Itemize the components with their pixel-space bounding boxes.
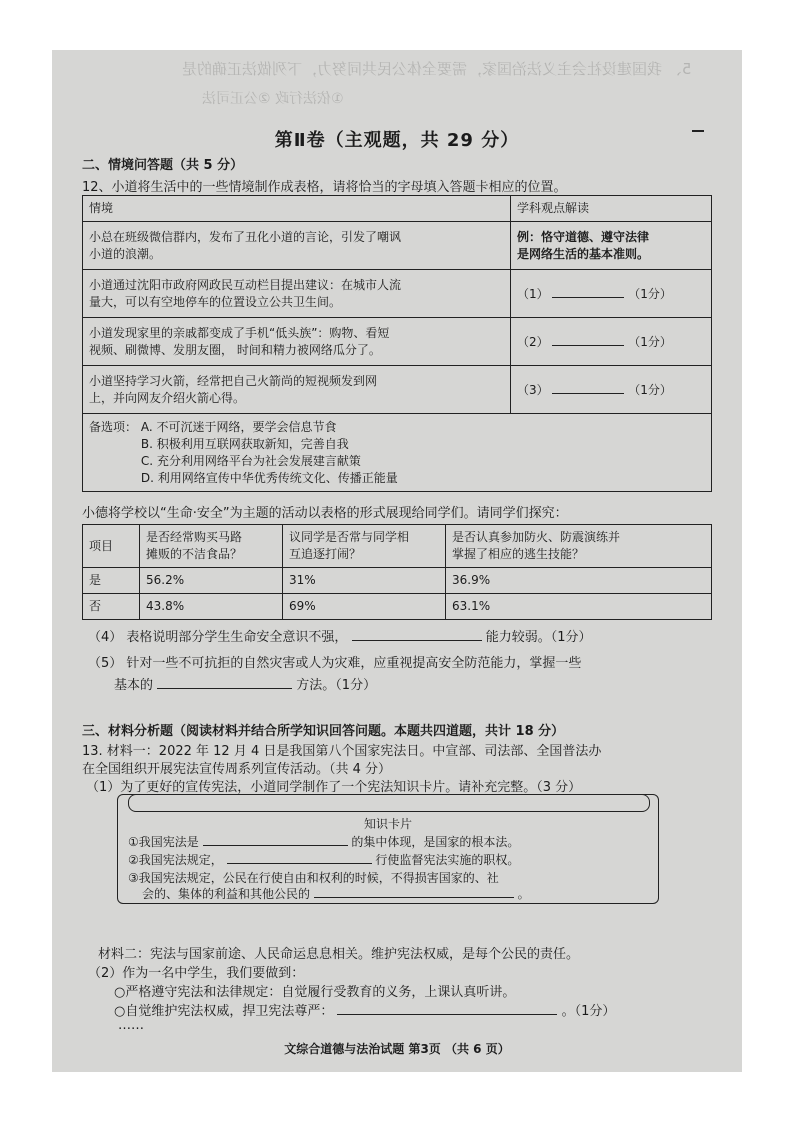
bleed-through-text: ①依法行政 ②公正司法 [202, 91, 344, 107]
survey-cell: 56.2% [140, 568, 283, 594]
q13-material1: 13. 材料一：2022 年 12 月 4 日是我国第八个国家宪法日。中宣部、司法部、全国普法办 [82, 744, 602, 759]
survey-header: 是否认真参加防火、防震演练并 掌握了相应的逃生技能？ [446, 525, 712, 568]
card-blank-2[interactable] [227, 851, 372, 864]
q4-blank[interactable] [352, 628, 482, 641]
survey-cell: 43.8% [140, 594, 283, 620]
options-cell: 备选项： A. 不可沉迷于网络，要学会信息节食 B. 积极利用互联网获取新知，完善自我 C. 充分利用网络平台为社会发展建言献策 D. 利用网络宣传中华优秀传统文化、传播正能量 [83, 414, 712, 492]
card-line-2: ②我国宪法规定， 行使监督宪法实施的职权。 [128, 853, 520, 867]
situation-table [82, 195, 712, 492]
card-blank-3[interactable] [314, 885, 514, 898]
situation-cell: 小道坚持学习火箭，经常把自己火箭尚的短视频发到网 上，并向网友介绍火箭心得。 [83, 366, 511, 414]
situation-cell: 小总在班级微信群内，发布了丑化小道的言论，引发了嘲讽 小道的浪潮。 [83, 222, 511, 270]
card-blank-1[interactable] [203, 833, 348, 846]
card-line-1: ①我国宪法是 的集中体现，是国家的根本法。 [128, 835, 520, 849]
bullet-1: ○严格遵守宪法和法律规定：自觉履行受教育的义务，上课认真听讲。 [114, 985, 516, 1000]
knowledge-card [117, 794, 659, 904]
answer-blank-3[interactable] [552, 381, 624, 394]
answer-cell-3[interactable]: （3） （1分） [511, 366, 712, 414]
bullet-2: ○自觉维护宪法权威，捍卫宪法尊严： 。（1分） [114, 1004, 616, 1019]
question-5: （5） 针对一些不可抗拒的自然灾害或人为灾难，应重视提高安全防范能力，掌握一些 [88, 656, 582, 671]
q13-sub2: （2）作为一名中学生，我们要做到： [88, 966, 305, 981]
answer-cell-2[interactable]: （2） （1分） [511, 318, 712, 366]
survey-header: 项目 [83, 525, 140, 568]
header-interpretation: 学科观点解读 [511, 196, 712, 222]
q13-material1-cont: 在全国组织开展宪法宣传周系列宣传活动。（共 4 分） [82, 762, 392, 777]
ellipsis: …… [118, 1018, 144, 1033]
section2-heading: 二、情境问答题（共 5 分） [82, 158, 244, 173]
answer-cell-1[interactable]: （1） （1分） [511, 270, 712, 318]
option-b: B. 积极利用互联网获取新知，完善自我 [140, 436, 349, 451]
survey-intro: 小德将学校以“生命·安全”为主题的活动以表格的形式展现给同学们。请同学们探究： [82, 506, 568, 521]
survey-header: 是否经常购买马路 摊贩的不洁食品？ [140, 525, 283, 568]
survey-header: 议同学是否常与同学相 互追逐打闹？ [283, 525, 446, 568]
survey-table [82, 524, 712, 620]
q13-sub1: （1）为了更好的宣传宪法，小道同学制作了一个宪法知识卡片。请补充完整。（3 分） [86, 780, 582, 795]
option-c: C. 充分利用网络平台为社会发展建言献策 [140, 453, 361, 468]
bullet2-blank[interactable] [337, 1002, 557, 1015]
q12-intro: 12、小道将生活中的一些情境制作成表格，请将恰当的字母填入答题卡相应的位置。 [82, 180, 567, 195]
card-title: 知识卡片 [363, 817, 412, 831]
answer-blank-1[interactable] [552, 285, 624, 298]
survey-cell: 36.9% [446, 568, 712, 594]
option-d: D. 利用网络宣传中华优秀传统文化、传播正能量 [140, 470, 398, 485]
option-a: A. 不可沉迷于网络，要学会信息节食 [140, 419, 337, 434]
question-5-line2: 基本的 方法。（1分） [114, 678, 377, 693]
survey-cell: 否 [83, 594, 140, 620]
page-title: 第Ⅱ卷（主观题，共 29 分） [274, 130, 520, 151]
header-situation: 情境 [83, 196, 511, 222]
exam-page [52, 50, 742, 1072]
corner-mark [692, 130, 704, 132]
situation-cell: 小道发现家里的亲戚都变成了手机“低头族”：购物、看短 视频、刷微博、发朋友圈， 时间和精力被网络瓜分了。 [83, 318, 511, 366]
answer-blank-2[interactable] [552, 333, 624, 346]
material2: 材料二：宪法与国家前途、人民命运息息相关。维护宪法权威，是每个公民的责任。 [98, 947, 580, 962]
card-line-3: ③我国宪法规定，公民在行使自由和权利的时候，不得损害国家的、社 [128, 871, 499, 885]
survey-cell: 63.1% [446, 594, 712, 620]
section3-heading: 三、材料分析题（阅读材料并结合所学知识回答问题。本题共四道题，共计 18 分） [82, 724, 565, 739]
q5-blank[interactable] [157, 676, 292, 689]
question-4: （4） 表格说明部分学生生命安全意识不强， 能力较弱。（1分） [88, 630, 592, 645]
bleed-through-text: 5、 我国建设社会主义法治国家，需要全体公民共同努力，下列做法正确的是 [182, 60, 692, 78]
situation-cell: 小道通过沈阳市政府网政民互动栏目提出建议：在城市人流 量大，可以有空地停车的位置设立公共卫生间。 [83, 270, 511, 318]
page-footer: 文综合道德与法治试题 第3页 （共 6 页） [284, 1042, 510, 1056]
survey-cell: 31% [283, 568, 446, 594]
survey-cell: 是 [83, 568, 140, 594]
survey-cell: 69% [283, 594, 446, 620]
card-line-4: 会的、集体的利益和其他公民的 。 [142, 887, 530, 901]
example-answer: 例：恪守道德、遵守法律 是网络生活的基本准则。 [511, 222, 712, 270]
